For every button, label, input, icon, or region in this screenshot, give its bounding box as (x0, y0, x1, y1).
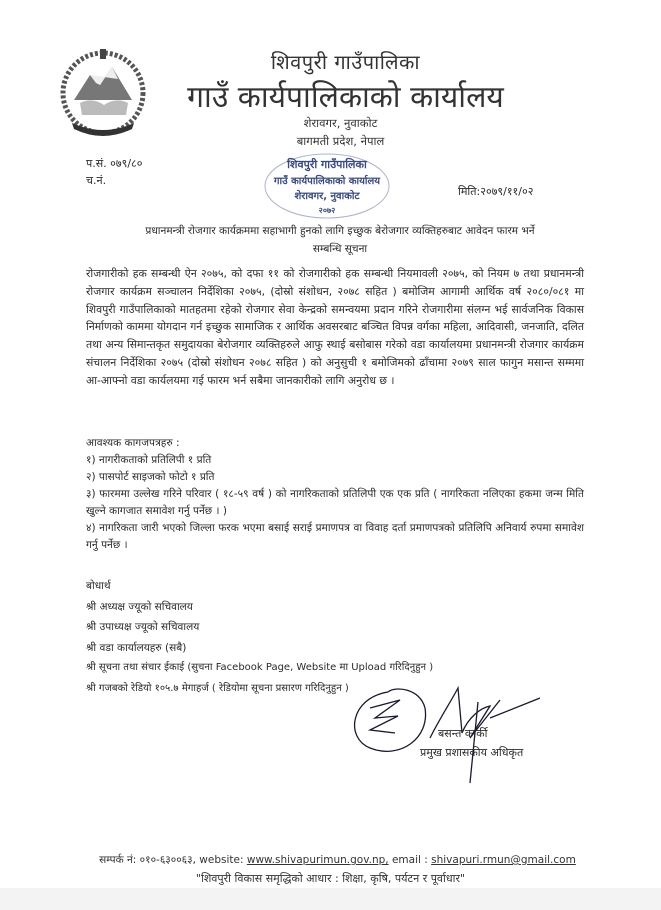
municipality-name: शिवपुरी गाउँपालिका (270, 50, 421, 74)
body-paragraph: रोजगारीको हक सम्बन्धी ऐन २०७५, को दफा ११ को रोजगारीको हक सम्बन्धी नियमावली २०७५, को नियम ७ तथा प्रधानमन्त्री रोजगार कार्यक्रम सञ्चालन निर्देशिका २०७५, (दोस्रो संशोधन, २०७८ सहित ) बमोजिम आगामी आर्थिक वर्ष २०८०/०८१ मा शिवपुरी गाउँपालिकाको मातहतमा रहेको रोजगार सेवा केन्द्रको समन्वयमा प्रदान गरिने रोजगारीमा संलग्न भई सार्वजनिक विकास निर्माणको काममा योगदान गर्न इच्छुक सामाजिक र आर्थिक अवसरबाट बञ्चित विपन्न वर्गका महिला, आदिवासी, जनजाति, दलित तथा अन्य सिमान्तकृत समुदायका बेरोजगार व्यक्तिहरुले आफु स्थाई बसोबास गरेको वडा कार्यालयमा प्रधानमन्त्री रोजगार कार्यक्रम संचालन निर्देशिका २०७५ (दोस्रो संशोधन २०७८ सहित ) को अनुसुची १ बमोजिमको ढाँचामा २०७९ साल फागुन मसान्त सम्ममा आ-आफ्नो वडा कार्यलयमा गई फारम भर्न सबैमा जानकारीको लागि अनुरोध छ । (86, 267, 584, 387)
stamp-line-2: गाउँ कार्यपालिकाको कार्यालय (273, 176, 381, 187)
address-line-1: शेरावगर, नुवाकोट (303, 116, 378, 130)
footer-motto: "शिवपुरी विकास समृद्धिको आधार : शिक्षा, कृषि, पर्यटन र पूर्वाधार" (195, 872, 466, 885)
requirement-item: २) पासपोर्ट साइजको फोटो १ प्रति (86, 471, 215, 483)
footer-contact (0, 853, 661, 867)
website-label: website: (199, 854, 244, 866)
subject-line-2: सम्बन्धि सूचना (312, 243, 368, 255)
requirement-item: ३) फारममा उल्लेख गरिने परिवार ( १८-५९ वर्ष ) को नागरिकताको प्रतिलिपी एक एक प्रति ( नागरिकता नलिएका हकमा जन्म मिति खुल्ने कागजात समावेश गर्नु पर्नेछ । ) (86, 488, 584, 517)
cc-item: श्री अध्यक्ष ज्यूको सचिवालय (86, 600, 193, 613)
requirement-item: १) नागरीकताको प्रतिलिपी १ प्रति (86, 454, 212, 466)
stamp-line-3: शेरावगर, नुवाकोट (294, 191, 360, 202)
cc-item: श्री गजबको रेडियो १०५.७ मेगाहर्ज ( रेडियोमा सूचना प्रसारण गरिदिनुहुन ) (86, 682, 349, 694)
signatory-name: बसन्त कार्की (438, 727, 488, 740)
scan-edge (0, 888, 661, 910)
signatory-block (420, 724, 570, 762)
address-line-2: बागमती प्रदेश, नेपाल (296, 134, 385, 148)
required-documents (86, 435, 584, 554)
stamp-line-1: शिवपुरी गाउँपालिका (287, 158, 367, 171)
subject (80, 222, 600, 258)
office-name: गाउँ कार्यपालिकाको कार्यालय (187, 80, 504, 115)
email-link[interactable]: shivapuri.rmun@gmail.com (431, 854, 576, 866)
letter-date: मिति:२०७९/११/०२ (458, 185, 534, 198)
requirement-item: ४) नागरिकता जारी भएको जिल्ला फरक भएमा बसाई सराई प्रमाणपत्र वा विवाह दर्ता प्रमाणपत्रको प्रतिलिपि अनिवार्य रुपमा समावेश गर्नु पर्नेछ । (86, 522, 584, 551)
subject-line-1: प्रधानमन्त्री रोजगार कार्यक्रममा सहाभागी हुनको लागि इच्छुक बेरोजगार व्यक्तिहरुबाट आवेदन फारम भर्ने (145, 225, 535, 237)
cc-item: श्री सूचना तथा संचार ईकाई (सुचना Facebook Page, Website मा Upload गरिदिनुहुन ) (86, 662, 434, 673)
website-link[interactable]: www.shivapurimun.gov.np, (246, 854, 389, 866)
cc-heading: बोधार्थ (86, 580, 111, 592)
stamp-line-4: २०७२ (318, 206, 336, 215)
signatory-title: प्रमुख प्रशासकीय अधिकृत (420, 746, 524, 759)
requirements-heading: आवश्यक कागजपत्रहरु : (86, 437, 180, 449)
email-label: email : (391, 854, 428, 866)
office-stamp (262, 152, 392, 220)
contact-phone: सम्पर्क नं: ०१०-६३००६३, (99, 854, 196, 866)
letter-number: प.सं. ०७९/८० (86, 157, 143, 170)
dispatch-number: च.नं. (86, 174, 107, 187)
cc-item: श्री उपाध्यक्ष ज्यूको सचिवालय (86, 621, 200, 633)
cc-item: श्री वडा कार्यालयहरु (सबै) (86, 641, 187, 654)
